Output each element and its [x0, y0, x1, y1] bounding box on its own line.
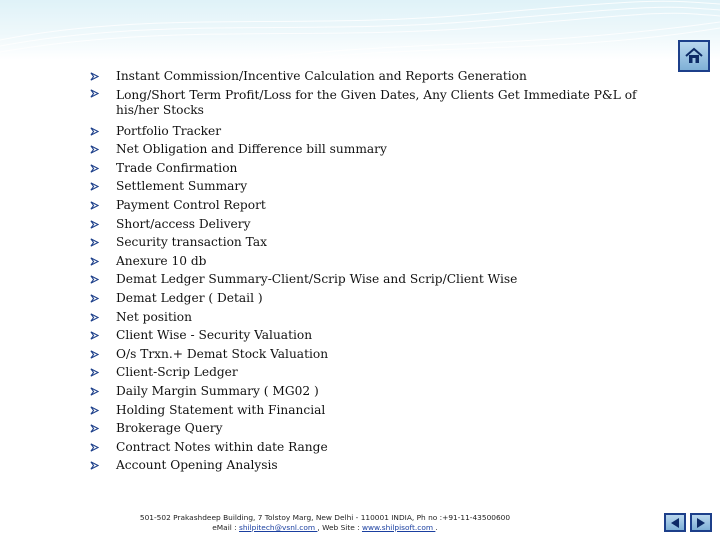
list-item-text: Net Obligation and Difference bill summary [116, 142, 387, 157]
arrowhead-bullet-icon [90, 387, 99, 396]
list-item-text: Brokerage Query [116, 421, 223, 436]
website-label: , Web Site : [317, 523, 362, 532]
list-item [90, 456, 670, 475]
arrowhead-bullet-icon [90, 182, 99, 191]
arrowhead-bullet-icon [90, 238, 99, 247]
list-item-text: Trade Confirmation [116, 160, 238, 175]
list-item [90, 345, 670, 364]
list-item [90, 252, 670, 271]
previous-slide-button[interactable] [664, 513, 686, 532]
arrowhead-bullet-icon [90, 257, 99, 266]
list-item-text: Holding Statement with Financial [116, 402, 326, 417]
list-item [90, 419, 670, 438]
footer-address: 501-502 Prakashdeep Building, 7 Tolstoy Marg, New Delhi - 110001 INDIA, Ph no :+91-11-43500600 [139, 513, 511, 522]
wave-lines-decoration [0, 0, 720, 60]
arrowhead-bullet-icon [90, 331, 99, 340]
feature-list [90, 67, 670, 475]
email-link[interactable]: shilpitech@vsnl.com [239, 523, 318, 532]
list-item [90, 122, 670, 141]
arrowhead-bullet-icon [90, 368, 99, 377]
list-item [90, 140, 670, 159]
home-button[interactable] [678, 40, 710, 72]
email-label: eMail : [212, 523, 239, 532]
arrowhead-bullet-icon [90, 313, 99, 322]
list-item [90, 67, 670, 86]
list-item [90, 363, 670, 382]
list-item-text: Settlement Summary [116, 179, 248, 194]
arrowhead-bullet-icon [90, 89, 99, 98]
list-item-text: Client-Scrip Ledger [116, 365, 238, 380]
list-item-text: Account Opening Analysis [116, 458, 278, 473]
list-item-text: Net position [116, 309, 192, 324]
footer-links-line [90, 523, 560, 533]
list-item-text: Instant Commission/Incentive Calculation and Reports Generation [116, 69, 527, 83]
home-icon [684, 46, 704, 66]
website-link[interactable]: www.shilpisoft.com [361, 523, 436, 532]
list-item [90, 159, 670, 178]
next-slide-button[interactable] [690, 513, 712, 532]
arrowhead-bullet-icon [90, 72, 99, 81]
next-slide-icon [695, 517, 707, 529]
arrowhead-bullet-icon [90, 461, 99, 470]
list-item-text: Anexure 10 db [116, 253, 207, 268]
list-item [90, 401, 670, 420]
list-item-text: Security transaction Tax [116, 235, 267, 250]
list-item [90, 289, 670, 308]
arrowhead-bullet-icon [90, 350, 99, 359]
list-item-text: O/s Trxn.+ Demat Stock Valuation [116, 346, 329, 361]
list-item [90, 196, 670, 215]
list-item [90, 270, 670, 289]
list-item-text: Demat Ledger ( Detail ) [116, 290, 263, 305]
arrowhead-bullet-icon [90, 424, 99, 433]
arrowhead-bullet-icon [90, 127, 99, 136]
list-item-text: Long/Short Term Profit/Loss for the Given Dates, Any Clients Get Immediate P&L of his/her Stocks [116, 87, 637, 117]
list-item-text: Portfolio Tracker [116, 123, 222, 138]
list-item-text: Demat Ledger Summary-Client/Scrip Wise and Scrip/Client Wise [116, 272, 518, 287]
list-item [90, 86, 670, 122]
arrowhead-bullet-icon [90, 275, 99, 284]
arrowhead-bullet-icon [90, 220, 99, 229]
list-item [90, 438, 670, 457]
arrowhead-bullet-icon [90, 406, 99, 415]
arrowhead-bullet-icon [90, 164, 99, 173]
list-item [90, 308, 670, 327]
arrowhead-bullet-icon [90, 201, 99, 210]
arrowhead-bullet-icon [90, 443, 99, 452]
list-item [90, 233, 670, 252]
list-item [90, 177, 670, 196]
list-item-text: Contract Notes within date Range [116, 439, 328, 454]
previous-slide-icon [669, 517, 681, 529]
list-item [90, 326, 670, 345]
list-item-text: Payment Control Report [116, 197, 266, 212]
footer-tail: . [435, 523, 438, 532]
arrowhead-bullet-icon [90, 294, 99, 303]
list-item-text: Short/access Delivery [116, 216, 251, 231]
footer-contact [90, 513, 560, 533]
list-item [90, 382, 670, 401]
list-item-text: Client Wise - Security Valuation [116, 328, 313, 343]
header-wave-band [0, 0, 720, 60]
list-item [90, 215, 670, 234]
arrowhead-bullet-icon [90, 145, 99, 154]
list-item-text: Daily Margin Summary ( MG02 ) [116, 383, 319, 398]
